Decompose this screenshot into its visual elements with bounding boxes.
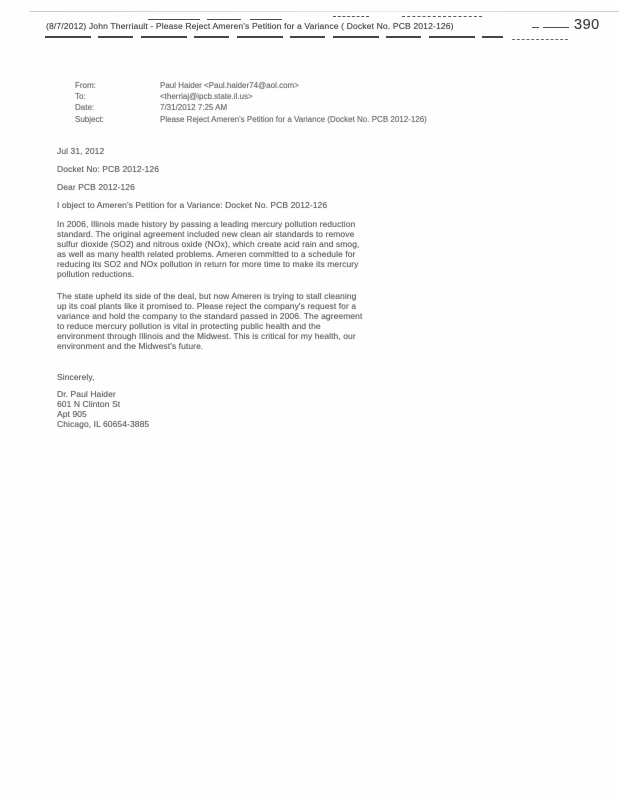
signature-apt: Apt 905 <box>57 409 87 419</box>
letter-paragraph-2: The state upheld its side of the deal, but now Ameren is trying to stall cleaning up its coal plants like it promised to. Please reject the company's request for a variance and hold the company to the standard passed in 2006. The agreement to reduce mercury pollution is vital in protecting public health and the environment through Illinois and the Midwest. This is critical for my health, our environment and the Midwest's future. <box>57 291 363 352</box>
scan-artifact-dash <box>543 27 569 28</box>
email-header-block <box>75 80 495 125</box>
letter-signature-block <box>57 389 149 429</box>
signature-city: Chicago, IL 60654-3885 <box>57 419 150 429</box>
letter-docket-number: Docket No: PCB 2012-126 <box>57 164 160 174</box>
email-field-value: Please Reject Ameren's Petition for a Variance (Docket No. PCB 2012-126) <box>160 114 427 124</box>
email-field-label: Date: <box>75 103 95 113</box>
scan-artifact-dash <box>148 19 200 20</box>
email-field-date <box>75 102 495 113</box>
scan-artifact-dash <box>402 16 482 17</box>
email-field-value: Paul Haider <Paul.haider74@aol.com> <box>160 81 299 90</box>
page-number: 390 <box>574 17 600 33</box>
email-field-value: 7/31/2012 7:25 AM <box>160 103 228 113</box>
email-field-to <box>75 91 495 102</box>
email-field-subject <box>75 114 495 125</box>
signature-street: 601 N Clinton St <box>57 399 121 409</box>
email-field-label: To: <box>75 92 86 102</box>
signature-name: Dr. Paul Haider <box>57 389 116 399</box>
scan-artifact-dash <box>532 27 539 28</box>
email-field-label: From: <box>75 81 96 90</box>
scan-artifact-top-line <box>30 11 619 12</box>
scan-artifact-dash <box>512 39 568 40</box>
scan-artifact-dash <box>333 16 369 17</box>
header-underline <box>45 36 503 38</box>
document-header-title: (8/7/2012) John Therriault - Please Reject Ameren's Petition for a Variance ( Docket No. PCB 2012-126) <box>46 21 454 31</box>
letter-closing: Sincerely, <box>57 372 95 382</box>
email-field-value: <therriaj@ipcb.state.il.us> <box>160 92 253 102</box>
scan-artifact-dash <box>250 19 282 20</box>
letter-objection-line: I object to Ameren's Petition for a Variance: Docket No. PCB 2012-126 <box>57 200 328 210</box>
email-field-from <box>75 80 495 91</box>
letter-date: Jul 31, 2012 <box>57 146 105 156</box>
email-field-label: Subject: <box>75 114 104 124</box>
scan-artifact-dash <box>207 19 241 20</box>
letter-salutation: Dear PCB 2012-126 <box>57 182 135 192</box>
letter-paragraph-1: In 2006, Illinois made history by passing a leading mercury pollution reduction standard. The original agreement included new clean air standards to remove sulfur dioxide (SO2) and nitrous oxide (NOx), which create acid rain and smog, as well as many health related problems. Ameren committed to a schedule for reducing its SO2 and NOx pollution in return for more time to make its mercury pollution reductions. <box>57 219 360 280</box>
letter-body <box>57 146 392 446</box>
